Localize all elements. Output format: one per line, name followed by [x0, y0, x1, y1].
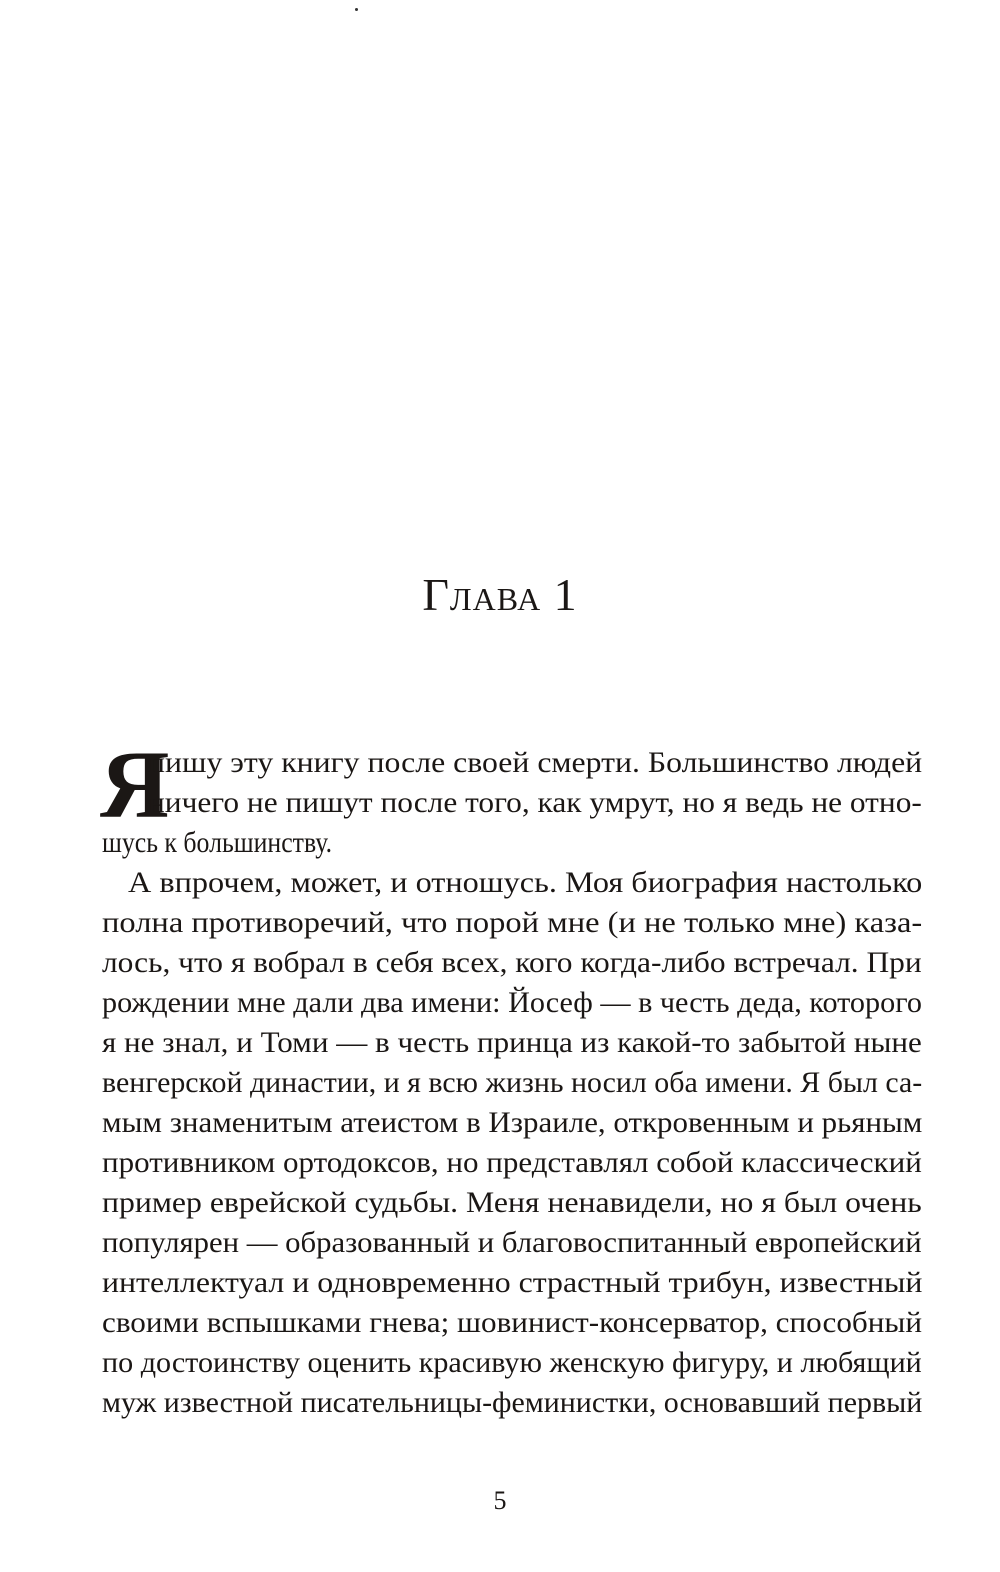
- text-line: пример еврейской судьбы. Меня ненавидели, но я был очень: [102, 1186, 922, 1219]
- text-line: муж известной писательницы-феминистки, основавший первый: [102, 1386, 923, 1419]
- text-line: мым знаменитым атеистом в Израиле, откровенным и рьяным: [102, 1106, 923, 1139]
- text-line: по достоинству оценить красивую женскую фигуру, и любящий: [102, 1346, 922, 1379]
- text-line: интеллектуал и одновременно страстный трибун, известный: [102, 1266, 923, 1299]
- text-line: пишу эту книгу после своей смерти. Большинство людей: [148, 746, 923, 779]
- text-line: я не знал, и Томи — в честь принца из какой-то забытой ныне: [102, 1026, 922, 1059]
- text-line: А впрочем, может, и отношусь. Моя биография настолько: [128, 866, 923, 899]
- text-line: противником ортодоксов, но представлял собой классический: [102, 1146, 922, 1179]
- scan-speck: [355, 8, 358, 11]
- text-line: полна противоречий, что порой мне (и не только мне) каза-: [102, 906, 923, 939]
- text-line: рождении мне дали два имени: Йосеф — в честь деда, которого: [102, 986, 922, 1019]
- text-line: лось, что я вобрал в себя всех, кого когда-либо встречал. При: [102, 946, 922, 979]
- text-line: венгерской династии, и я всю жизнь носил оба имени. Я был са-: [102, 1066, 923, 1099]
- drop-cap: Я: [100, 731, 170, 838]
- text-line: ничего не пишут после того, как умрут, но я ведь не отно-: [148, 786, 922, 819]
- text-line: своими вспышками гнева; шовинист-консерватор, способный: [102, 1306, 922, 1339]
- page-number: 5: [493, 1486, 507, 1515]
- text-line: популярен — образованный и благовоспитанный европейский: [102, 1226, 922, 1259]
- text-line: шусь к большинству.: [102, 826, 333, 859]
- chapter-title: Глава 1: [422, 569, 578, 620]
